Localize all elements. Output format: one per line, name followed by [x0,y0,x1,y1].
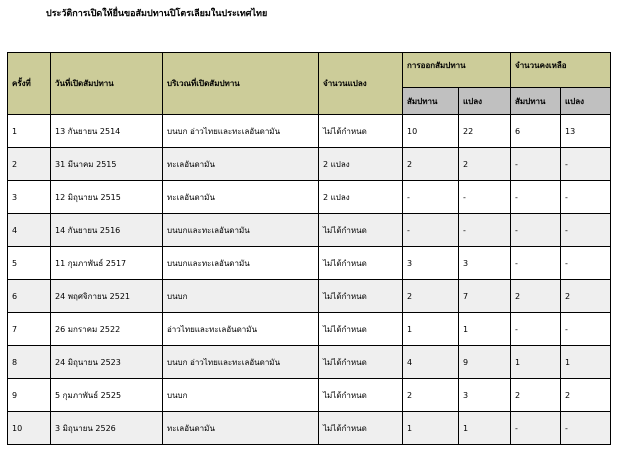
cell-round: 2 [8,148,51,181]
cell-remaining-blocks: 1 [561,346,611,379]
cell-remaining-concessions: - [511,412,561,445]
table-row [8,412,611,445]
cell-blocks-count: 2 แปลง [319,148,403,181]
cell-issued-concessions: 2 [403,148,459,181]
table-row [8,214,611,247]
cell-remaining-blocks: - [561,148,611,181]
cell-open-date: 3 มิถุนายน 2526 [51,412,163,445]
cell-area: ทะเลอันดามัน [163,181,319,214]
concession-history-table [7,52,611,445]
cell-remaining-concessions: - [511,214,561,247]
cell-open-date: 13 กันยายน 2514 [51,115,163,148]
cell-area: ทะเลอันดามัน [163,148,319,181]
cell-area: อ่าวไทยและทะเลอันดามัน [163,313,319,346]
table-row [8,379,611,412]
cell-area: บนบก [163,280,319,313]
cell-issued-blocks: 1 [459,412,511,445]
header-issued-group: การออกสัมปทาน [403,53,511,88]
cell-issued-concessions: - [403,181,459,214]
cell-issued-concessions: 4 [403,346,459,379]
cell-remaining-concessions: 2 [511,379,561,412]
table-row [8,148,611,181]
cell-remaining-blocks: - [561,313,611,346]
cell-round: 4 [8,214,51,247]
cell-round: 10 [8,412,51,445]
cell-round: 8 [8,346,51,379]
cell-blocks-count: ไม่ได้กำหนด [319,412,403,445]
cell-issued-concessions: 3 [403,247,459,280]
table-row [8,280,611,313]
header-issued-blocks: แปลง [459,88,511,115]
cell-round: 6 [8,280,51,313]
cell-remaining-concessions: 6 [511,115,561,148]
cell-open-date: 5 กุมภาพันธ์ 2525 [51,379,163,412]
cell-remaining-concessions: 2 [511,280,561,313]
header-remaining-concessions: สัมปทาน [511,88,561,115]
cell-area: บนบกและทะเลอันดามัน [163,214,319,247]
header-row [8,53,611,88]
cell-area: บนบกและทะเลอันดามัน [163,247,319,280]
table-row [8,115,611,148]
cell-area: บนบก อ่าวไทยและทะเลอันดามัน [163,115,319,148]
cell-area: บนบก อ่าวไทยและทะเลอันดามัน [163,346,319,379]
cell-issued-concessions: 1 [403,313,459,346]
cell-round: 5 [8,247,51,280]
header-remaining-group: จำนวนคงเหลือ [511,53,611,88]
cell-issued-blocks: 3 [459,379,511,412]
header-round: ครั้งที่ [8,53,51,115]
cell-remaining-concessions: - [511,313,561,346]
cell-round: 1 [8,115,51,148]
header-area: บริเวณที่เปิดสัมปทาน [163,53,319,115]
cell-open-date: 24 พฤศจิกายน 2521 [51,280,163,313]
table-row [8,247,611,280]
cell-blocks-count: ไม่ได้กำหนด [319,313,403,346]
cell-open-date: 12 มิถุนายน 2515 [51,181,163,214]
cell-remaining-concessions: - [511,148,561,181]
cell-issued-blocks: 2 [459,148,511,181]
table-body [8,115,611,445]
cell-issued-blocks: 3 [459,247,511,280]
cell-blocks-count: 2 แปลง [319,181,403,214]
cell-issued-blocks: - [459,181,511,214]
page-title: ประวัติการเปิดให้ยื่นขอสัมปทานปิโตรเลียมในประเทศไทย [46,9,268,19]
cell-remaining-concessions: - [511,181,561,214]
table-row [8,181,611,214]
header-issued-concessions: สัมปทาน [403,88,459,115]
cell-blocks-count: ไม่ได้กำหนด [319,280,403,313]
cell-area: บนบก [163,379,319,412]
cell-issued-concessions: 2 [403,379,459,412]
cell-blocks-count: ไม่ได้กำหนด [319,115,403,148]
cell-remaining-blocks: - [561,247,611,280]
cell-issued-concessions: 2 [403,280,459,313]
cell-blocks-count: ไม่ได้กำหนด [319,346,403,379]
cell-blocks-count: ไม่ได้กำหนด [319,214,403,247]
header-remaining-blocks: แปลง [561,88,611,115]
cell-remaining-concessions: 1 [511,346,561,379]
cell-issued-blocks: 7 [459,280,511,313]
cell-issued-blocks: 1 [459,313,511,346]
cell-issued-concessions: - [403,214,459,247]
cell-open-date: 26 มกราคม 2522 [51,313,163,346]
cell-round: 7 [8,313,51,346]
header-open-date: วันที่เปิดสัมปทาน [51,53,163,115]
cell-remaining-blocks: 2 [561,379,611,412]
cell-blocks-count: ไม่ได้กำหนด [319,379,403,412]
cell-open-date: 24 มิถุนายน 2523 [51,346,163,379]
header-blocks-count: จำนวนแปลง [319,53,403,115]
cell-issued-blocks: 9 [459,346,511,379]
cell-remaining-concessions: - [511,247,561,280]
cell-area: ทะเลอันดามัน [163,412,319,445]
cell-issued-blocks: - [459,214,511,247]
cell-round: 9 [8,379,51,412]
cell-issued-concessions: 10 [403,115,459,148]
table-row [8,346,611,379]
cell-round: 3 [8,181,51,214]
cell-issued-concessions: 1 [403,412,459,445]
cell-open-date: 14 กันยายน 2516 [51,214,163,247]
cell-open-date: 31 มีนาคม 2515 [51,148,163,181]
cell-blocks-count: ไม่ได้กำหนด [319,247,403,280]
cell-remaining-blocks: - [561,214,611,247]
table-row [8,313,611,346]
cell-open-date: 11 กุมภาพันธ์ 2517 [51,247,163,280]
cell-remaining-blocks: 2 [561,280,611,313]
cell-issued-blocks: 22 [459,115,511,148]
cell-remaining-blocks: - [561,181,611,214]
cell-remaining-blocks: - [561,412,611,445]
cell-remaining-blocks: 13 [561,115,611,148]
